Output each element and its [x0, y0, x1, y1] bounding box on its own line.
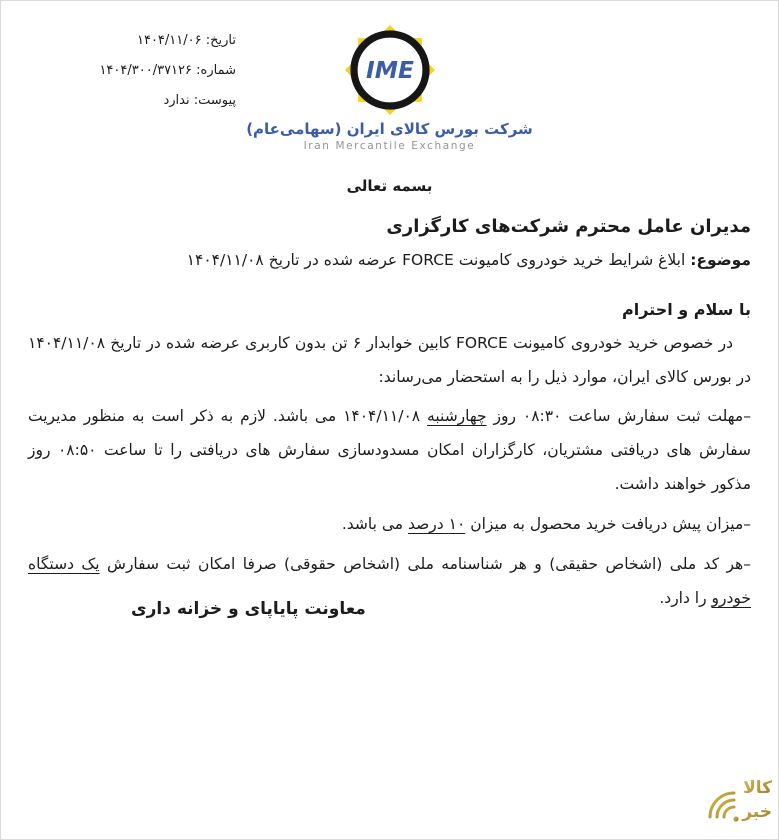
org-name-en: Iran Mercantile Exchange: [303, 140, 476, 152]
bullet-3-prefix: –هر کد ملی (اشخاص حقیقی) و هر شناسنامه ملی (اشخاص حقوقی) صرفا امکان ثبت سفارش: [99, 555, 751, 573]
intro-paragraph: در خصوص خرید خودروی کامیونت FORCE کابین خوابدار ۶ تن بدون کاربری عرضه شده در تاریخ ۱۴۰۴/۱۱/۰۸ در بورس کالای ایران، موارد ذیل را به استحضار می‌رساند:: [28, 334, 751, 386]
bullet-1-suffix: ۱۴۰۴/۱۱/۰۸ می باشد. لازم به ذکر است به منظور مدیریت سفارش های دریافتی مشتریان، کارگزاران امکان مسدودسازی سفارش های دریافتی را تا ساعت ۰۸:۵۰ روز مذکور خواهند داشت.: [28, 407, 751, 493]
bullet-2-prefix: –میزان پیش دریافت خرید محصول به میزان: [465, 515, 751, 533]
watermark-text-line2: خبر: [742, 802, 772, 822]
ime-logo: [1, 25, 778, 152]
subject-text: ابلاغ شرایط خرید خودروی کامیونت FORCE عرضه شده در تاریخ ۱۴۰۴/۱۱/۰۸: [186, 251, 691, 269]
meta-attachment-label: پیوست:: [193, 93, 236, 108]
bullet-prepayment: [28, 507, 751, 541]
ime-emblem-icon: [345, 25, 435, 115]
bullet-3-underlined: یک دستگاه خودرو: [28, 555, 751, 607]
bullet-1-underlined: چهارشنبه: [427, 407, 487, 425]
letter-body: [28, 213, 751, 621]
ime-monogram: IME: [365, 56, 414, 85]
addressee-line: مدیران عامل محترم شرکت‌های کارگزاری: [386, 216, 751, 237]
watermark-text-line1: کالا: [743, 778, 772, 798]
signature-line: معاونت پایاپای و خزانه داری: [131, 599, 366, 619]
meta-date-value: ۱۴۰۴/۱۱/۰۶: [136, 33, 202, 48]
bullet-order-deadline: [28, 399, 751, 501]
bullet-2-suffix: می باشد.: [341, 515, 408, 533]
meta-attachment-value: ندارد: [163, 93, 190, 108]
meta-number-label: شماره:: [196, 63, 236, 78]
org-name-fa: شرکت بورس کالای ایران (سهامی‌عام): [246, 120, 533, 138]
subject-label: موضوع:: [690, 251, 751, 269]
meta-date-label: تاریخ:: [205, 33, 236, 48]
bullet-1-prefix: –مهلت ثبت سفارش ساعت ۰۸:۳۰ روز: [486, 407, 751, 425]
besmeleh-line: بسمه تعالی: [346, 177, 433, 195]
subject-line: [28, 246, 751, 274]
meta-number-value: ۱۴۰۴/۳۰۰/۳۷۱۲۶: [99, 63, 193, 78]
bullet-2-underlined: ۱۰ درصد: [408, 515, 466, 533]
bullet-3-suffix: را دارد.: [659, 589, 712, 607]
salutation-line: با سلام و احترام: [622, 300, 751, 319]
kalakhabar-watermark-icon: [702, 771, 774, 833]
